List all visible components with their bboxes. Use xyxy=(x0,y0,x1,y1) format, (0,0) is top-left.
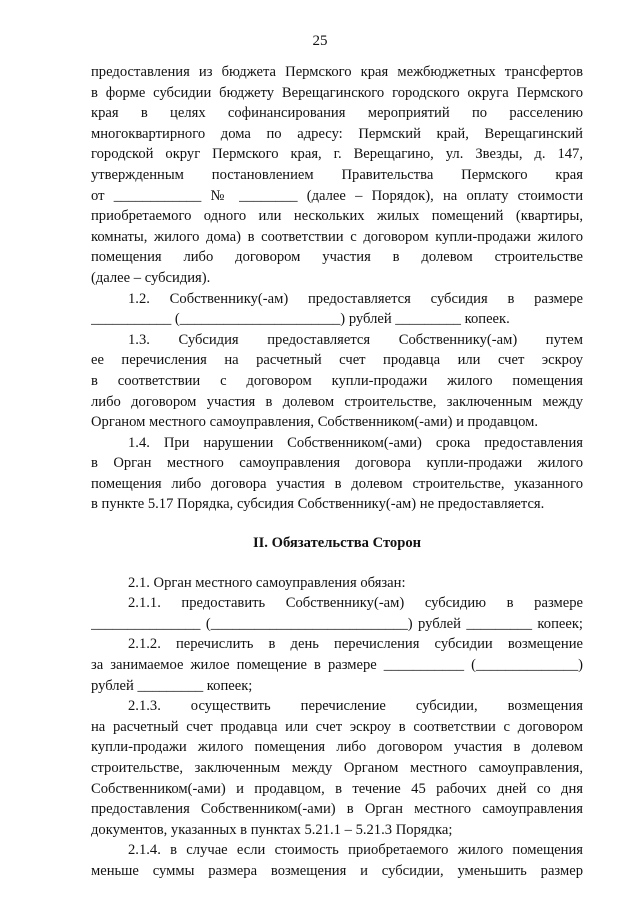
text-line: строительстве, заключенным между Органом местного самоуправления, xyxy=(91,760,583,776)
section-two-text xyxy=(91,573,583,882)
text-line: ее перечисления на расчетный счет продавца или счет эскроу xyxy=(91,352,583,369)
text-line: меньше суммы размера возмещения и субсидии, уменьшить размер xyxy=(91,862,583,879)
text-line: за занимаемое жилое помещение в размере ___________ (______________) xyxy=(91,657,583,674)
text-line: на расчетный счет продавца или счет эскроу в соответствии с договором xyxy=(91,718,583,735)
text-line: в соответствии с договором купли-продажи жилого помещения xyxy=(91,372,583,389)
document-body xyxy=(91,62,583,882)
text-line: в Орган местного самоуправления договора купли-продажи жилого xyxy=(91,455,583,472)
section-heading: II. Обязательства Сторон xyxy=(252,535,422,552)
text-line: приобретаемого одного или нескольких жилых помещений (квартиры, xyxy=(91,208,583,225)
text-line: многоквартирного дома по адресу: Пермский край, Верещагинский xyxy=(91,125,583,142)
text-line: рублей _________ копеек; xyxy=(91,677,253,694)
text-line: утвержденным постановлением Правительства Пермского края xyxy=(91,166,583,183)
page-number: 25 xyxy=(312,33,328,49)
text-line: Собственником(-ами) и продавцом, в течение 45 рабочих дней со дня xyxy=(91,780,583,797)
text-line: 2.1.2. перечислить в день перечисления субсидии возмещение xyxy=(128,636,583,653)
text-line: купли-продажи жилого помещения либо договором участия в долевом xyxy=(91,739,583,756)
text-line: 2.1.1. предоставить Собственнику(-ам) субсидию в размере xyxy=(128,595,583,612)
text-line: помещения либо договора участия в долевом строительстве, указанного xyxy=(91,475,583,492)
text-line: предоставления Собственником(-ами) в Орган местного самоуправления xyxy=(91,801,583,818)
text-line: либо договором участия в долевом строительстве, заключенным между xyxy=(91,393,583,410)
text-line: 2.1.3. осуществить перечисление субсидии, возмещения xyxy=(128,698,583,715)
text-line: 2.1.4. в случае если стоимость приобретаемого жилого помещения xyxy=(128,842,583,859)
text-line: в пункте 5.17 Порядка, субсидия Собственнику(-ам) не предоставляется. xyxy=(91,496,545,513)
text-line: 1.3. Субсидия предоставляется Собственнику(-ам) путем xyxy=(128,331,583,348)
text-line: от ____________ № ________ (далее – Порядок), на оплату стоимости xyxy=(91,187,583,204)
text-line: края в целях софинансирования мероприятий по расселению xyxy=(91,105,583,122)
text-line: городской округ Пермского края, г. Верещагино, ул. Звезды, д. 147, xyxy=(91,146,583,163)
text-line: 1.4. При нарушении Собственником(-ами) срока предоставления xyxy=(128,434,583,451)
text-line: ___________ (______________________) рублей _________ копеек. xyxy=(91,311,510,328)
text-line: помещения либо договором участия в долевом строительстве xyxy=(91,249,583,266)
section-one-text xyxy=(91,62,583,515)
text-line: Органом местного самоуправления, Собственником(-ами) и продавцом. xyxy=(91,414,539,431)
text-line: комнаты, жилого дома) в соответствии с договором купли-продажи жилого xyxy=(91,228,583,245)
text-line: (далее – субсидия). xyxy=(91,269,211,286)
text-line: 2.1. Орган местного самоуправления обязан: xyxy=(128,574,406,591)
text-line: 1.2. Собственнику(-ам) предоставляется субсидия в размере xyxy=(128,290,583,307)
text-line: в форме субсидии бюджету Верещагинского городского округа Пермского xyxy=(91,84,583,101)
text-line: _______________ (___________________________) рублей _________ копеек; xyxy=(91,615,583,632)
text-line: документов, указанных в пунктах 5.21.1 – 5.21.3 Порядка; xyxy=(91,821,453,838)
text-line: предоставления из бюджета Пермского края межбюджетных трансфертов xyxy=(91,64,583,80)
